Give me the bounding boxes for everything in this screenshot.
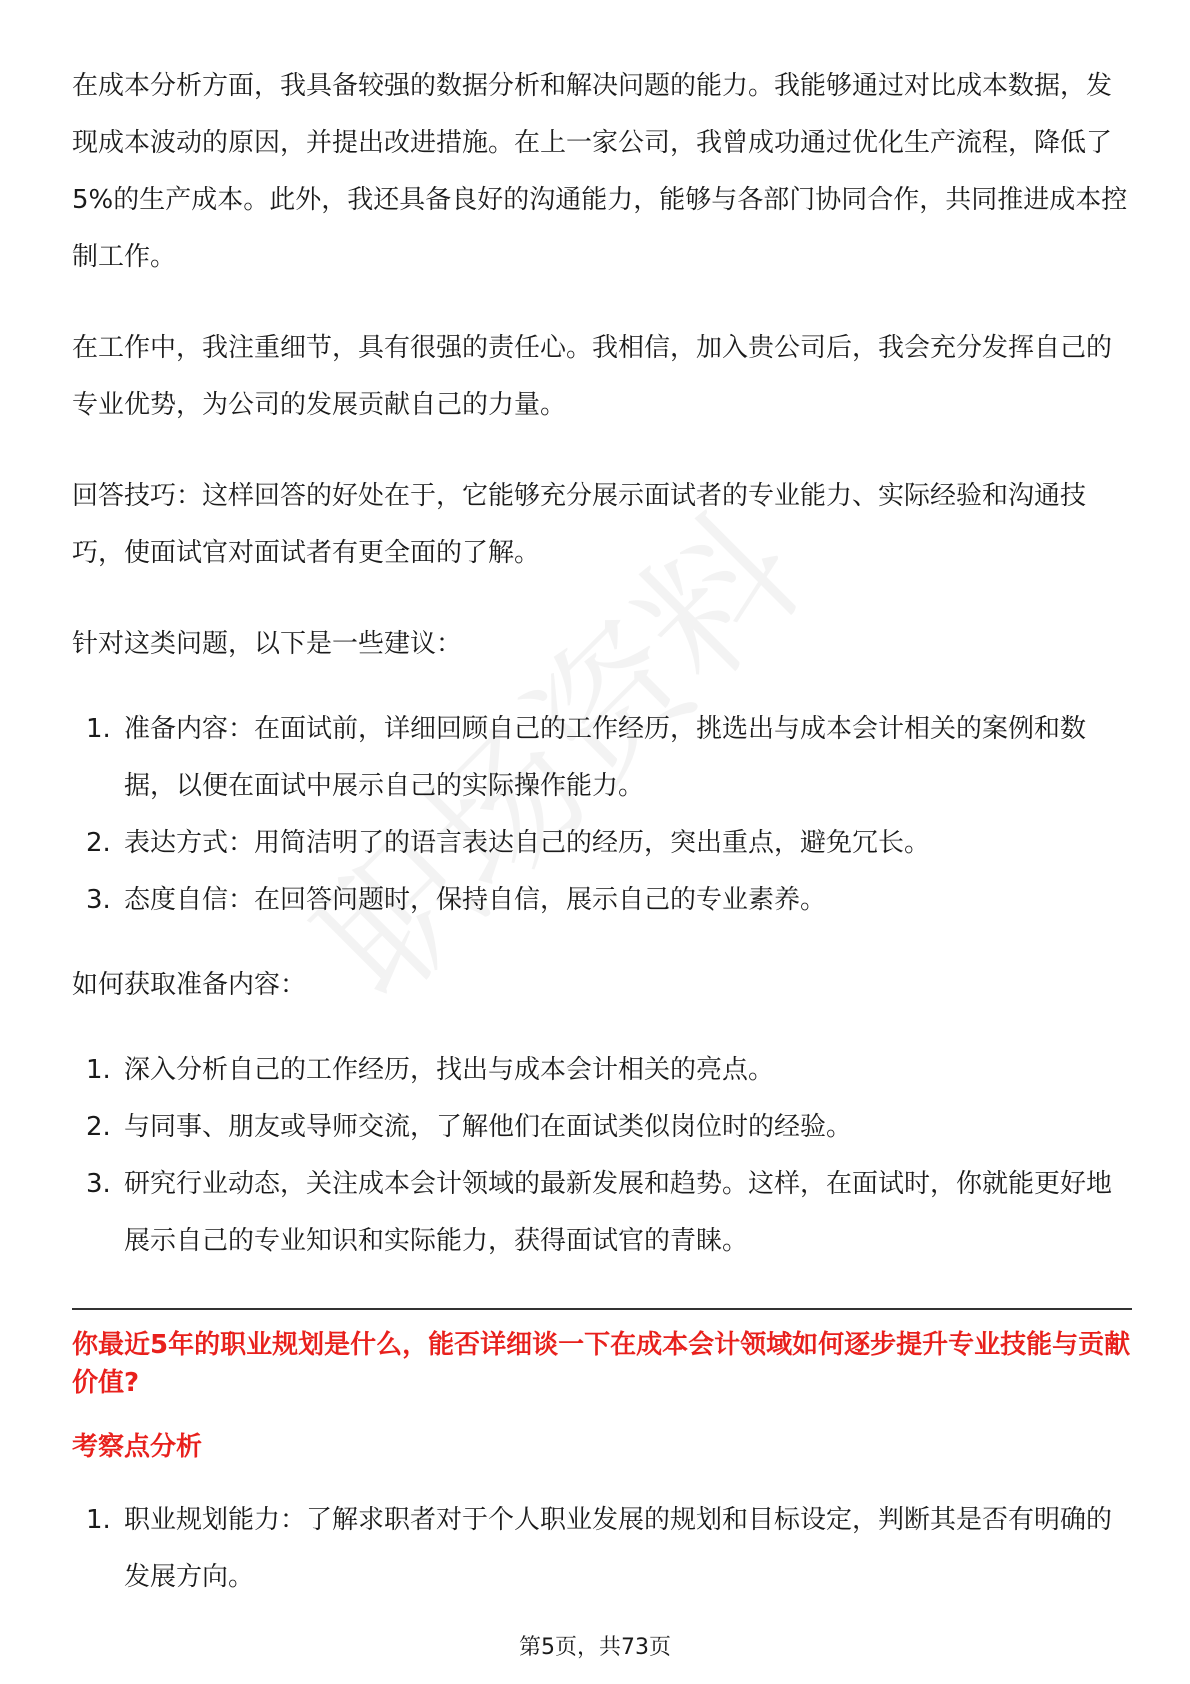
section-divider [72,1308,1132,1310]
list-number: 1. [86,1505,111,1535]
list-item [72,1042,1132,1099]
suggestions-list [72,701,1132,929]
analysis-title: 考察点分析 [72,1432,203,1462]
list-number: 3. [86,1169,111,1199]
paragraph-answer-tips: 回答技巧：这样回答的好处在于，它能够充分展示面试者的专业能力、实际经验和沟通技巧，使面试官对面试者有更全面的了解。 [72,481,1087,568]
list-item [72,701,1132,815]
page-content [72,58,1132,1606]
paragraph-work-attitude: 在工作中，我注重细节，具有很强的责任心。我相信，加入贵公司后，我会充分发挥自己的专业优势，为公司的发展贡献自己的力量。 [72,333,1113,420]
paragraph-suggestions-intro: 针对这类问题，以下是一些建议： [72,629,463,659]
list-item [72,1156,1132,1270]
analysis-list [72,1492,1132,1606]
list-number: 1. [86,1055,111,1085]
prep-title: 如何获取准备内容： [72,970,307,1000]
list-text: 与同事、朋友或导师交流，了解他们在面试类似岗位时的经验。 [124,1112,853,1142]
list-text: 态度自信：在回答问题时，保持自信，展示自己的专业素养。 [124,885,827,915]
list-number: 3. [86,885,111,915]
list-text: 深入分析自己的工作经历，找出与成本会计相关的亮点。 [124,1055,775,1085]
list-item [72,1099,1132,1156]
list-item [72,872,1132,929]
page-footer: 第5页，共73页 [519,1635,671,1660]
prep-list [72,1042,1132,1270]
list-text: 表达方式：用简洁明了的语言表达自己的经历，突出重点，避免冗长。 [124,828,931,858]
list-text: 职业规划能力：了解求职者对于个人职业发展的规划和目标设定，判断其是否有明确的发展方向。 [124,1505,1113,1592]
list-number: 1. [86,714,111,744]
paragraph-cost-analysis: 在成本分析方面，我具备较强的数据分析和解决问题的能力。我能够通过对比成本数据，发现成本波动的原因，并提出改进措施。在上一家公司，我曾成功通过优化生产流程，降低了5%的生产成本。此外，我还具备良好的沟通能力，能够与各部门协同合作，共同推进成本控制工作。 [72,71,1128,272]
list-item [72,815,1132,872]
list-text: 研究行业动态，关注成本会计领域的最新发展和趋势。这样，在面试时，你就能更好地展示自己的专业知识和实际能力，获得面试官的青睐。 [124,1169,1113,1256]
question-title: 你最近5年的职业规划是什么，能否详细谈一下在成本会计领域如何逐步提升专业技能与贡献价值? [72,1330,1131,1398]
list-number: 2. [86,1112,111,1142]
list-item [72,1492,1132,1606]
list-text: 准备内容：在面试前，详细回顾自己的工作经历，挑选出与成本会计相关的案例和数据，以便在面试中展示自己的实际操作能力。 [124,714,1087,801]
list-number: 2. [86,828,111,858]
